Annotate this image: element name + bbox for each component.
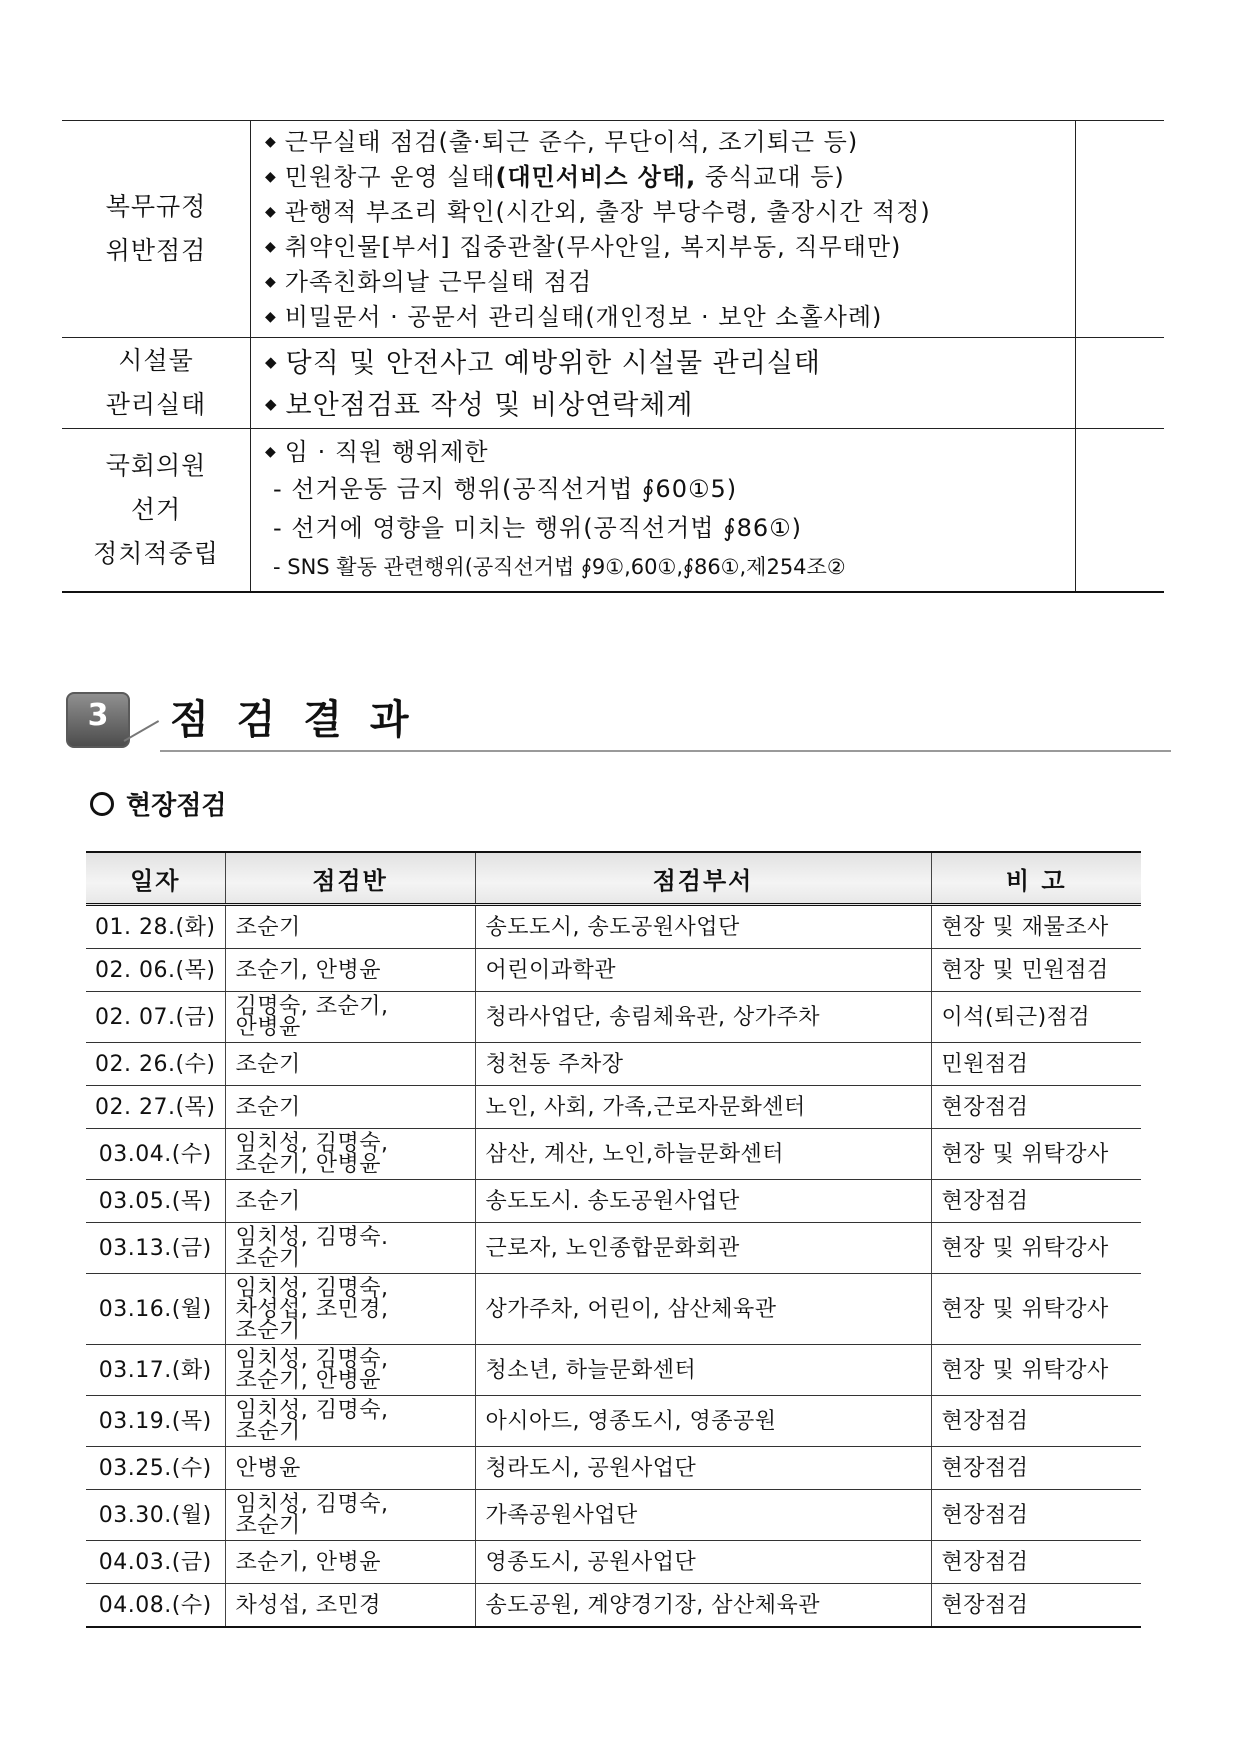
sub-item: - 선거에 영향을 미치는 행위(공직선거법 ∮86①) xyxy=(273,513,803,542)
sub-item: - SNS 활동 관련행위(공직선거법 ∮9①,60①,∮86①,제254조② xyxy=(273,554,846,579)
team-cell xyxy=(225,1541,475,1584)
table-row xyxy=(86,1584,1141,1628)
team-cell xyxy=(225,1180,475,1223)
team-member-line: 임치성, 김명숙. xyxy=(235,1225,389,1250)
date-cell: 02. 06.(목) xyxy=(86,949,225,992)
department-cell: 가족공원사업단 xyxy=(475,1490,931,1541)
table-row xyxy=(62,121,1164,338)
note-cell: 현장점검 xyxy=(931,1584,1141,1628)
diamond-bullet-icon: ◆ xyxy=(265,239,277,255)
table-row xyxy=(86,905,1141,949)
diamond-bullet-icon: ◆ xyxy=(265,353,278,371)
team-cell xyxy=(225,905,475,949)
date-cell: 03.17.(화) xyxy=(86,1345,225,1396)
department-cell: 청라도시, 공원사업단 xyxy=(475,1447,931,1490)
department-cell: 아시아드, 영종도시, 영종공원 xyxy=(475,1396,931,1447)
table-row xyxy=(86,1180,1141,1223)
team-member-line: 조순기 xyxy=(235,1317,301,1343)
table-row xyxy=(86,1223,1141,1274)
section-heading xyxy=(66,688,1171,758)
table-row xyxy=(86,1541,1141,1584)
department-cell: 송도도시. 송도공원사업단 xyxy=(475,1180,931,1223)
category-label: 선거 xyxy=(130,494,182,524)
team-member-line: 조순기 xyxy=(235,914,301,940)
diamond-bullet-icon: ◆ xyxy=(265,169,277,185)
department-cell: 근로자, 노인종합문화회관 xyxy=(475,1223,931,1274)
inspection-schedule-table xyxy=(86,851,1141,1628)
diamond-bullet-icon: ◆ xyxy=(265,274,277,290)
team-member-line: 조순기, 안병윤 xyxy=(235,957,381,983)
column-header-department: 점검부서 xyxy=(475,852,931,905)
department-cell: 삼산, 계산, 노인,하늘문화센터 xyxy=(475,1129,931,1180)
team-member-line: 조순기 xyxy=(235,1051,301,1077)
department-cell: 상가주차, 어린이, 삼산체육관 xyxy=(475,1274,931,1345)
date-cell: 03.16.(월) xyxy=(86,1274,225,1345)
note-cell: 현장 및 재물조사 xyxy=(931,905,1141,949)
sub-item: - 선거운동 금지 행위(공직선거법 ∮60①5) xyxy=(273,474,738,503)
table-row xyxy=(86,1396,1141,1447)
header-row xyxy=(86,852,1141,905)
date-cell: 03.13.(금) xyxy=(86,1223,225,1274)
table-row xyxy=(86,1274,1141,1345)
team-member-line: 조순기, 안병윤 xyxy=(235,1152,381,1177)
note-cell: 현장점검 xyxy=(931,1180,1141,1223)
note-cell xyxy=(1076,121,1165,338)
note-cell: 현장 및 위탁강사 xyxy=(931,1129,1141,1180)
list-item: ◆ 임 · 직원 행위제한 xyxy=(265,435,1075,470)
note-cell: 현장점검 xyxy=(931,1447,1141,1490)
circle-bullet-icon xyxy=(90,792,114,816)
table-row xyxy=(86,949,1141,992)
note-cell: 현장점검 xyxy=(931,1490,1141,1541)
team-member-line: 조순기 xyxy=(235,1094,301,1120)
table-row xyxy=(86,992,1141,1043)
date-cell: 02. 26.(수) xyxy=(86,1043,225,1086)
date-cell: 03.04.(수) xyxy=(86,1129,225,1180)
list-item: ◆ 당직 및 안전사고 예방위한 시설물 관리실태 xyxy=(265,342,1075,384)
subheading xyxy=(90,786,226,826)
date-cell: 03.19.(목) xyxy=(86,1396,225,1447)
team-cell xyxy=(225,1345,475,1396)
category-label: 위반점검 xyxy=(105,236,207,265)
category-cell xyxy=(62,429,251,592)
team-member-line: 임치성, 김명숙, xyxy=(235,1131,389,1156)
department-cell: 청천동 주차장 xyxy=(475,1043,931,1086)
table-row xyxy=(86,1086,1141,1129)
date-cell: 04.08.(수) xyxy=(86,1584,225,1628)
table-row xyxy=(62,338,1164,429)
note-cell: 현장점검 xyxy=(931,1396,1141,1447)
date-cell: 03.25.(수) xyxy=(86,1447,225,1490)
note-cell: 현장 및 위탁강사 xyxy=(931,1274,1141,1345)
list-item: ◆ 가족친화의날 근무실태 점검 xyxy=(265,265,1075,300)
schedule-body xyxy=(86,905,1141,1628)
category-label: 시설물 xyxy=(118,346,194,375)
table-row xyxy=(86,1490,1141,1541)
team-member-line: 조순기, 안병윤 xyxy=(235,1368,381,1393)
team-cell xyxy=(225,1490,475,1541)
list-item: ◆ 민원창구 운영 실태(대민서비스 상태, 중식교대 등) xyxy=(265,160,1075,195)
table-row xyxy=(86,1345,1141,1396)
column-header-team: 점검반 xyxy=(225,852,475,905)
category-label: 관리실태 xyxy=(105,390,207,419)
team-member-line: 임치성, 김명숙, xyxy=(235,1347,389,1372)
team-cell xyxy=(225,1584,475,1628)
items-cell xyxy=(251,338,1076,429)
team-member-line: 안병윤 xyxy=(235,1015,301,1040)
list-item: ◆ 보안점검표 작성 및 비상연락체계 xyxy=(265,384,1075,426)
team-member-line: 차성섭, 조민경 xyxy=(235,1592,381,1618)
department-cell: 노인, 사회, 가족,근로자문화센터 xyxy=(475,1086,931,1129)
note-cell: 현장점검 xyxy=(931,1541,1141,1584)
date-cell: 03.05.(목) xyxy=(86,1180,225,1223)
table-row xyxy=(86,1447,1141,1490)
team-member-line: 조순기 xyxy=(235,1419,301,1444)
note-cell: 민원점검 xyxy=(931,1043,1141,1086)
subheading-text: 현장점검 xyxy=(126,791,227,821)
team-cell xyxy=(225,1129,475,1180)
diamond-bullet-icon: ◆ xyxy=(265,204,277,220)
diamond-bullet-icon: ◆ xyxy=(265,443,277,460)
date-cell: 03.30.(월) xyxy=(86,1490,225,1541)
date-cell: 04.03.(금) xyxy=(86,1541,225,1584)
list-item: ◆ 비밀문서 · 공문서 관리실태(개인정보 · 보안 소홀사례) xyxy=(265,300,1075,335)
column-header-note: 비 고 xyxy=(931,852,1141,905)
inspection-items-table xyxy=(62,120,1164,593)
note-cell: 이석(퇴근)점검 xyxy=(931,992,1141,1043)
department-cell: 송도도시, 송도공원사업단 xyxy=(475,905,931,949)
note-cell: 현장 및 위탁강사 xyxy=(931,1345,1141,1396)
department-cell: 청라사업단, 송림체육관, 상가주차 xyxy=(475,992,931,1043)
note-cell xyxy=(1076,429,1165,592)
diamond-bullet-icon: ◆ xyxy=(265,395,278,413)
department-cell: 청소년, 하늘문화센터 xyxy=(475,1345,931,1396)
team-member-line: 조순기 xyxy=(235,1513,301,1538)
team-cell xyxy=(225,1447,475,1490)
table-row xyxy=(86,1129,1141,1180)
date-cell: 02. 27.(목) xyxy=(86,1086,225,1129)
team-cell xyxy=(225,992,475,1043)
items-cell xyxy=(251,429,1076,592)
section-number: 3 xyxy=(87,698,109,733)
diamond-bullet-icon: ◆ xyxy=(265,134,277,150)
team-member-line: 임치성, 김명숙, xyxy=(235,1275,389,1301)
table-row xyxy=(86,1043,1141,1086)
department-cell: 송도공원, 계양경기장, 삼산체육관 xyxy=(475,1584,931,1628)
team-member-line: 임치성, 김명숙, xyxy=(235,1492,389,1517)
note-cell: 현장점검 xyxy=(931,1086,1141,1129)
team-member-line: 조순기, 안병윤 xyxy=(235,1549,381,1575)
category-label: 정치적중립 xyxy=(93,538,219,568)
team-member-line: 조순기 xyxy=(235,1246,301,1271)
note-cell: 현장 및 위탁강사 xyxy=(931,1223,1141,1274)
section-underline xyxy=(160,750,1171,752)
date-cell: 01. 28.(화) xyxy=(86,905,225,949)
team-member-line: 차성섭, 조민경, xyxy=(235,1296,389,1322)
team-member-line: 김명숙, 조순기, xyxy=(235,994,389,1019)
section-title: 점검결과 xyxy=(170,697,437,743)
department-cell: 어린이과학관 xyxy=(475,949,931,992)
items-cell xyxy=(251,121,1076,338)
note-cell: 현장 및 민원점검 xyxy=(931,949,1141,992)
category-cell xyxy=(62,121,251,338)
diamond-bullet-icon: ◆ xyxy=(265,309,277,325)
list-item: ◆ 취약인물[부서] 집중관찰(무사안일, 복지부동, 직무태만) xyxy=(265,230,1075,265)
table-row xyxy=(62,429,1164,592)
team-cell xyxy=(225,1396,475,1447)
note-cell xyxy=(1076,338,1165,429)
list-item: ◆ 근무실태 점검(출·퇴근 준수, 무단이석, 조기퇴근 등) xyxy=(265,125,1075,160)
category-label: 복무규정 xyxy=(105,192,207,221)
team-cell xyxy=(225,949,475,992)
team-member-line: 조순기 xyxy=(235,1188,301,1214)
category-cell xyxy=(62,338,251,429)
team-member-line: 임치성, 김명숙, xyxy=(235,1398,389,1423)
team-cell xyxy=(225,1274,475,1345)
team-cell xyxy=(225,1223,475,1274)
department-cell: 영종도시, 공원사업단 xyxy=(475,1541,931,1584)
team-member-line: 안병윤 xyxy=(235,1455,301,1481)
date-cell: 02. 07.(금) xyxy=(86,992,225,1043)
list-item: ◆ 관행적 부조리 확인(시간외, 출장 부당수령, 출장시간 적정) xyxy=(265,195,1075,230)
team-cell xyxy=(225,1043,475,1086)
team-cell xyxy=(225,1086,475,1129)
category-label: 국회의원 xyxy=(105,450,207,480)
column-header-date: 일자 xyxy=(86,852,225,905)
